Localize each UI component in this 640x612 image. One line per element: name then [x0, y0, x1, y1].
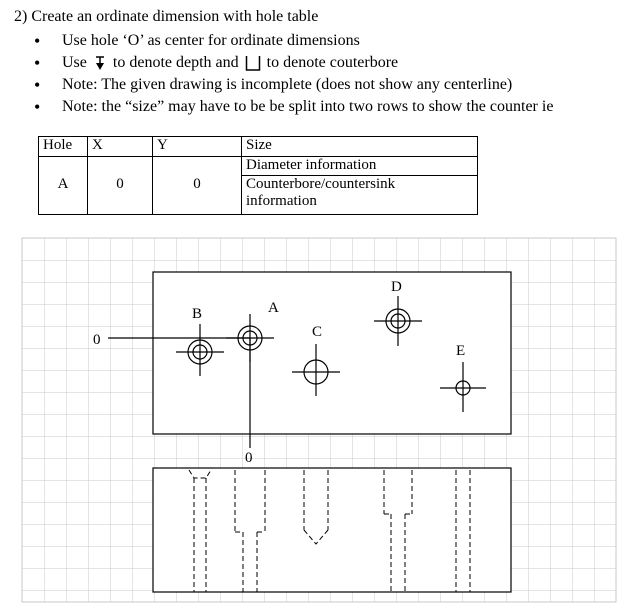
- hole-a-label: A: [268, 300, 279, 316]
- bullet-text-use: Use: [62, 54, 87, 71]
- size-diameter-info: Diameter information: [242, 157, 478, 176]
- hole-d-label: D: [391, 279, 402, 295]
- bullet-text: Use hole ‘O’ as center for ordinate dimensions: [62, 32, 360, 49]
- question-heading: 2) Create an ordinate dimension with hole table: [14, 8, 319, 25]
- hole-c-label: C: [312, 324, 323, 340]
- bullet-text: Note: the “size” may have to be be split into two rows to show the counter ie: [62, 98, 554, 115]
- header-x: X: [88, 137, 153, 157]
- size-line-1: Counterbore/countersink: [246, 176, 396, 192]
- ordinate-y-zero-label: 0: [93, 332, 101, 348]
- cell-hole-a: A: [39, 176, 88, 215]
- header-y: Y: [153, 137, 242, 157]
- cell-x-a: 0: [88, 176, 153, 215]
- bullet-text-after: to denote couterbore: [266, 54, 399, 71]
- cell-y-a: 0: [153, 176, 242, 215]
- header-size: Size: [242, 137, 478, 157]
- ordinate-x-zero-label: 0: [245, 450, 253, 466]
- bullet-text: Note: The given drawing is incomplete (does not show any centerline): [62, 76, 513, 93]
- bullet-text-middle: to denote depth and: [112, 54, 239, 71]
- size-line-2: information: [246, 193, 317, 209]
- header-hole: Hole: [39, 137, 88, 157]
- plate-front-view: [153, 468, 511, 592]
- hole-e-label: E: [456, 343, 466, 359]
- hole-b-label: B: [192, 306, 203, 322]
